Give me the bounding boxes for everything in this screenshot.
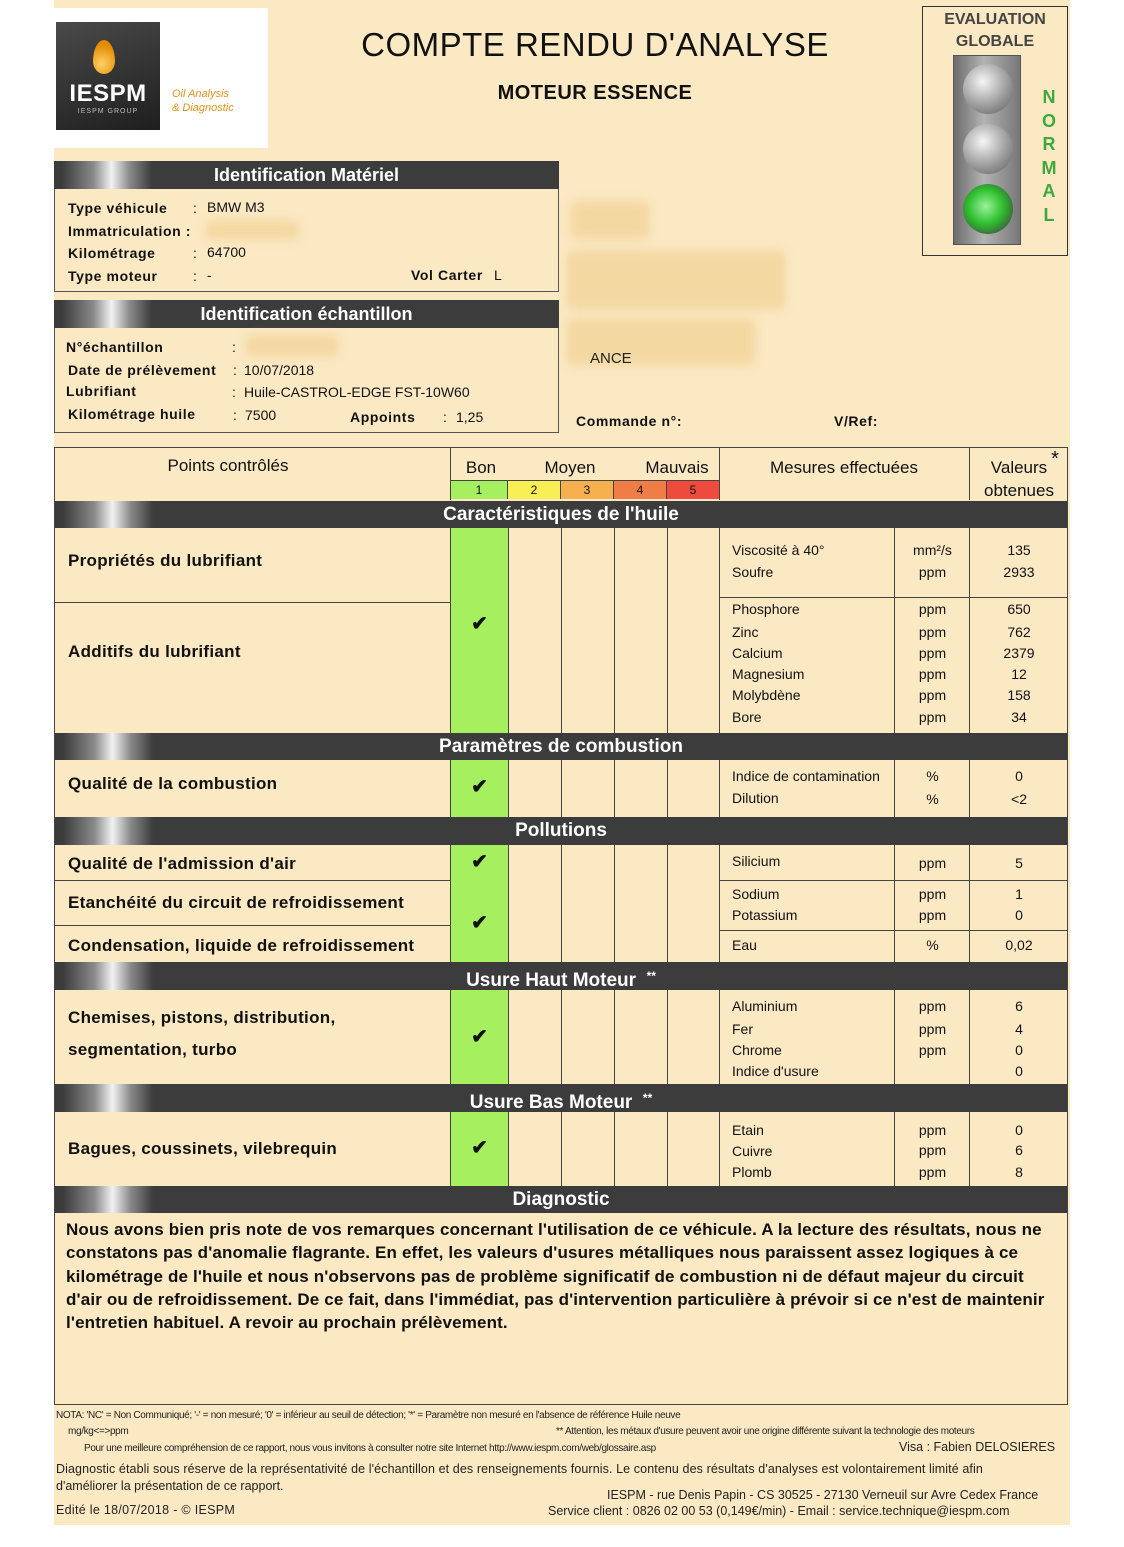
type-vehicule-value: BMW M3: [207, 199, 265, 215]
section-huile: Caractéristiques de l'huile: [55, 501, 1067, 528]
vol-carter-label: Vol Carter: [411, 267, 483, 283]
point-etancheite: Etanchéité du circuit de refroidissement: [68, 893, 405, 912]
redacted-address: [566, 250, 786, 310]
diagnostic-text: Nous avons bien pris note de vos remarques concernant l'utilisation de ce véhicule. A la lecture des résultats, nous ne constatons pas d'anomalie flagrante. En effet, les valeurs d'usures métalliques nous paraissent assez logiques à ce kilométrage de l'huile et nous n'observons pas de problème significatif de combustion ni de défaut majeur du circuit d'air ou de refroidissement. De ce fait, dans l'immédiat, pas d'intervention particulière à prévoir si ce n'est de maintenir l'entretien habituel. A revoir au prochain prélèvement.: [66, 1220, 1045, 1333]
divider: [450, 447, 451, 500]
measure-name: Molybdène: [732, 687, 801, 703]
footer-attention: ** Attention, les métaux d'usure peuvent avoir une origine différente suivant la technologie des moteurs: [556, 1426, 975, 1437]
measure-value: 135: [1007, 542, 1031, 558]
status-letter: O: [1041, 110, 1056, 131]
measure-name: Phosphore: [732, 601, 800, 617]
measure-value: 2933: [1003, 564, 1035, 580]
measure-value: 6: [1015, 998, 1023, 1014]
divider: [667, 1112, 668, 1186]
footer-reserve: d'améliorer la présentation de ce rapport.: [56, 1479, 284, 1493]
measure-unit: ppm: [918, 601, 947, 617]
measure-value: 12: [1011, 666, 1027, 682]
measure-value: <2: [1011, 791, 1027, 807]
check-icon: ✔: [471, 851, 488, 873]
measure-unit: ppm: [918, 709, 947, 725]
measure-value: 158: [1007, 687, 1031, 703]
divider: [561, 528, 562, 733]
point-condensation: Condensation, liquide de refroidissement: [68, 936, 415, 955]
footer-address: IESPM - rue Denis Papin - CS 30525 - 27130 Verneuil sur Avre Cedex France: [607, 1488, 1039, 1502]
section-pollutions: Pollutions: [55, 817, 1067, 845]
measure-name: Plomb: [732, 1164, 772, 1180]
green-lamp-icon: [963, 184, 1013, 234]
divider: [719, 760, 720, 817]
measure-name: Magnesium: [732, 666, 805, 682]
measure-name: Potassium: [732, 907, 798, 923]
rating-3: 3: [561, 480, 614, 499]
divider: [508, 1112, 509, 1186]
commande-label: Commande n°:: [576, 413, 683, 429]
logo-tagline: & Diagnostic: [172, 102, 234, 114]
measure-name: Etain: [732, 1122, 764, 1138]
measure-name: Calcium: [732, 645, 783, 661]
redacted-immatriculation: [205, 220, 300, 240]
point-proprietes: Propriétés du lubrifiant: [68, 551, 263, 570]
divider: [561, 990, 562, 1084]
colon: :: [193, 200, 197, 216]
check-icon: ✔: [471, 1137, 488, 1159]
point-haut-moteur: segmentation, turbo: [68, 1040, 238, 1059]
traffic-light-icon: [953, 55, 1021, 245]
measure-unit: ppm: [918, 687, 947, 703]
measure-value: 8: [1015, 1164, 1023, 1180]
measure-value: 0: [1015, 1042, 1023, 1058]
point-combustion: Qualité de la combustion: [68, 774, 278, 793]
divider: [614, 1112, 615, 1186]
red-lamp-icon: [963, 64, 1013, 114]
divider: [667, 528, 668, 733]
measure-name: Silicium: [732, 853, 781, 869]
colon: :: [443, 409, 447, 425]
measure-name: Aluminium: [732, 998, 798, 1014]
measure-unit: ppm: [918, 1164, 947, 1180]
measure-value: 5: [1015, 855, 1023, 871]
report-title: COMPTE RENDU D'ANALYSE: [361, 26, 829, 63]
colon: :: [193, 245, 197, 261]
kilometrage-label: Kilométrage: [68, 245, 156, 261]
measure-value: 0: [1015, 907, 1023, 923]
measure-name: Bore: [732, 709, 762, 725]
divider: [614, 990, 615, 1084]
check-icon: ✔: [471, 776, 488, 798]
measure-unit: ppm: [918, 855, 947, 871]
divider: [719, 990, 720, 1084]
evaluation-status: [1038, 86, 1060, 227]
section-combustion: Paramètres de combustion: [55, 733, 1067, 760]
redacted-address: [570, 200, 650, 240]
header-bon: Bon: [465, 458, 497, 477]
km-huile-label: Kilométrage huile: [68, 406, 196, 422]
vref-label: V/Ref:: [834, 413, 879, 429]
measure-name: Sodium: [732, 886, 780, 902]
measure-value: 2379: [1003, 645, 1035, 661]
divider: [508, 990, 509, 1084]
divider: [719, 528, 720, 733]
rating-1: 1: [451, 480, 508, 499]
measure-name: Chrome: [732, 1042, 782, 1058]
divider: [667, 990, 668, 1084]
header-asterisk: *: [1051, 448, 1059, 470]
divider: [969, 447, 970, 500]
divider: [719, 1112, 720, 1186]
km-huile-value: 7500: [245, 407, 277, 423]
type-moteur-value: -: [207, 267, 212, 283]
footer-conversion: mg/kg<=>ppm: [68, 1426, 129, 1437]
footer-glossaire: Pour une meilleure compréhension de ce rapport, nous vous invitons à consulter notre site Internet http://www.iespm.com/web/glossaire.asp: [84, 1443, 656, 1454]
divider: [719, 845, 720, 962]
measure-name: Viscosité à 40°: [732, 542, 825, 558]
header-valeurs: Valeurs: [990, 458, 1048, 477]
divider: [561, 760, 562, 817]
header-points: Points contrôlés: [167, 456, 289, 475]
measure-name: Dilution: [732, 790, 779, 806]
status-letter: M: [1041, 157, 1057, 178]
measure-unit: %: [926, 768, 939, 784]
divider: [614, 760, 615, 817]
colon: :: [193, 268, 197, 284]
row-divider: [719, 597, 1067, 598]
row-divider: [719, 880, 1067, 881]
measure-value: 0,02: [1005, 937, 1033, 953]
logo-tagline: Oil Analysis: [172, 88, 230, 100]
redacted-numero: [245, 335, 340, 357]
measure-value: 34: [1011, 709, 1027, 725]
header-obtenues: obtenues: [984, 481, 1054, 500]
check-icon: ✔: [471, 613, 488, 635]
status-letter: N: [1042, 87, 1056, 107]
divider: [508, 845, 509, 962]
divider: [719, 447, 720, 500]
lubrifiant-value: Huile-CASTROL-EDGE FST-10W60: [244, 384, 470, 400]
measure-unit: ppm: [918, 1122, 947, 1138]
measure-unit: ppm: [918, 907, 947, 923]
measure-value: 6: [1015, 1142, 1023, 1158]
measure-unit: %: [926, 937, 939, 953]
measure-value: 0: [1015, 1063, 1023, 1079]
measure-unit: ppm: [918, 666, 947, 682]
vol-carter-unit: L: [494, 267, 502, 283]
kilometrage-value: 64700: [207, 244, 246, 260]
divider: [667, 760, 668, 817]
divider: [614, 845, 615, 962]
address-country: ANCE: [590, 350, 632, 367]
footer-nota: NOTA: 'NC' = Non Communiqué; '-' = non mesuré; '0' = inférieur au seuil de détection; '*' = Paramètre non mesuré en l'absence de référence Huile neuve: [56, 1410, 681, 1421]
divider: [667, 845, 668, 962]
logo-brand: IESPM: [69, 80, 147, 107]
colon: :: [232, 339, 236, 355]
measure-unit: ppm: [918, 1142, 947, 1158]
section-usure-bas: Usure Bas Moteur **: [55, 1084, 1067, 1112]
divider: [561, 845, 562, 962]
point-bas-moteur: Bagues, coussinets, vilebrequin: [68, 1139, 338, 1158]
footer-reserve: Diagnostic établi sous réserve de la représentativité de l'échantillon et des renseignements fournis. Le contenu des résultats d'analyses est volontairement limité afin: [56, 1462, 983, 1476]
divider: [508, 760, 509, 817]
point-additifs: Additifs du lubrifiant: [68, 642, 241, 661]
status-letter: A: [1042, 181, 1056, 201]
logo-group: IESPM GROUP: [77, 108, 139, 115]
status-letter: L: [1043, 204, 1055, 225]
measure-name: Eau: [732, 937, 757, 953]
divider: [614, 528, 615, 733]
orange-lamp-icon: [963, 124, 1013, 174]
echantillon-header: Identification échantillon: [54, 300, 559, 328]
divider: [508, 528, 509, 733]
measure-value: 762: [1007, 624, 1031, 640]
row-divider: [55, 925, 450, 926]
measure-value: 650: [1007, 601, 1031, 617]
header-mesures: Mesures effectuées: [769, 458, 919, 477]
measure-unit: mm²/s: [913, 542, 952, 558]
check-icon: ✔: [471, 1026, 488, 1048]
measure-unit: %: [926, 791, 939, 807]
measure-unit: ppm: [918, 1042, 947, 1058]
report-subtitle: MOTEUR ESSENCE: [497, 82, 693, 104]
point-admission: Qualité de l'admission d'air: [68, 854, 297, 873]
divider: [561, 1112, 562, 1186]
measure-name: Zinc: [732, 624, 759, 640]
rating-4: 4: [614, 480, 667, 499]
lubrifiant-label: Lubrifiant: [66, 383, 137, 399]
colon: :: [233, 362, 237, 378]
measure-name: Soufre: [732, 564, 774, 580]
type-vehicule-label: Type véhicule: [68, 200, 168, 216]
materiel-header: Identification Matériel: [54, 161, 559, 189]
row-divider: [55, 880, 450, 881]
measure-unit: ppm: [918, 998, 947, 1014]
measure-name: Indice d'usure: [732, 1063, 819, 1079]
point-haut-moteur: Chemises, pistons, distribution,: [68, 1008, 336, 1027]
measure-value: 4: [1015, 1021, 1023, 1037]
oil-drop-icon: [93, 40, 115, 74]
measure-unit: ppm: [918, 564, 947, 580]
section-usure-haut: Usure Haut Moteur **: [55, 962, 1067, 990]
row-divider: [55, 602, 450, 603]
footer-visa: Visa : Fabien DELOSIERES: [899, 1440, 1056, 1454]
header-mauvais: Mauvais: [645, 458, 709, 477]
footer-service: Service client : 0826 02 00 53 (0,149€/min) - Email : service.technique@iespm.com: [548, 1504, 1010, 1518]
measure-name: Cuivre: [732, 1143, 773, 1159]
measure-value: 1: [1015, 886, 1023, 902]
measure-name: Fer: [732, 1021, 753, 1037]
measure-name: Indice de contamination: [732, 768, 880, 784]
measure-unit: ppm: [918, 886, 947, 902]
numero-label: N°échantillon: [66, 339, 164, 355]
evaluation-title: GLOBALE: [955, 33, 1035, 50]
section-diagnostic: Diagnostic: [55, 1186, 1067, 1213]
measure-value: 0: [1015, 1122, 1023, 1138]
appoints-label: Appoints: [350, 409, 416, 425]
rating-2: 2: [508, 480, 561, 499]
immatriculation-label: Immatriculation :: [68, 223, 191, 239]
status-letter: R: [1042, 134, 1056, 154]
colon: :: [232, 384, 236, 400]
rating-5: 5: [667, 480, 720, 499]
evaluation-title: EVALUATION: [944, 11, 1046, 28]
type-moteur-label: Type moteur: [68, 268, 158, 284]
measure-unit: ppm: [918, 624, 947, 640]
footer-edited: Edité le 18/07/2018 - © IESPM: [56, 1503, 236, 1517]
measure-unit: ppm: [918, 1021, 947, 1037]
date-value: 10/07/2018: [244, 362, 315, 378]
header-moyen: Moyen: [544, 458, 596, 477]
date-label: Date de prélèvement: [68, 362, 217, 378]
check-icon: ✔: [471, 912, 488, 934]
appoints-value: 1,25: [456, 409, 484, 425]
row-divider: [719, 930, 1067, 931]
measure-value: 0: [1015, 768, 1023, 784]
measure-unit: ppm: [918, 645, 947, 661]
colon: :: [233, 407, 237, 423]
